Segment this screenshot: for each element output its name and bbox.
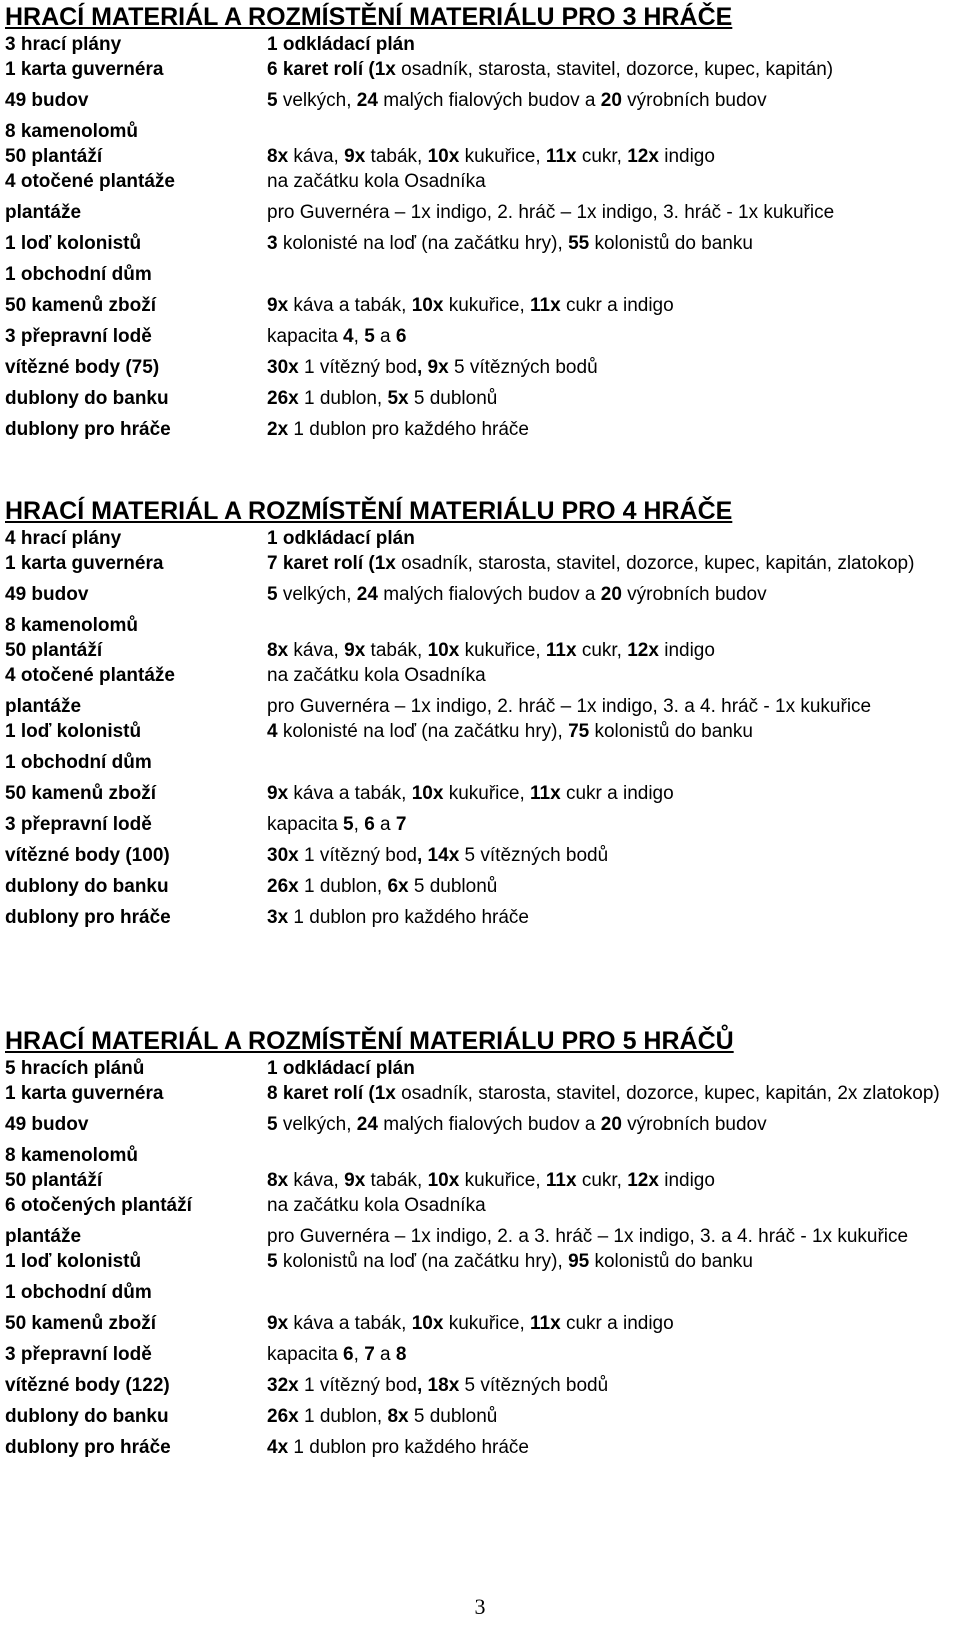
- detail-text: 7: [364, 1344, 375, 1365]
- detail-text: na začátku kola Osadníka: [267, 171, 486, 192]
- detail-text: kukuřice,: [459, 146, 546, 167]
- material-row: [5, 262, 950, 287]
- material-detail: [267, 1168, 950, 1193]
- page-number: 3: [474, 1594, 486, 1619]
- detail-text: kolonisté na loď (na začátku hry),: [277, 233, 569, 254]
- material-detail: [267, 582, 950, 607]
- detail-text: 30x: [267, 357, 299, 378]
- material-item: vítězné body (100): [5, 845, 170, 866]
- detail-text: 1 odkládací plán: [267, 1058, 415, 1079]
- material-item: 1 loď kolonistů: [5, 1251, 142, 1272]
- detail-text: 1 odkládací plán: [267, 528, 415, 549]
- detail-text: 10x: [411, 1313, 444, 1334]
- detail-text: 5: [343, 814, 354, 835]
- detail-text: 9x: [344, 146, 366, 167]
- material-detail: [267, 1249, 950, 1274]
- material-row: [5, 719, 950, 744]
- detail-text: 95: [568, 1251, 590, 1272]
- material-item: 4 otočené plantáže: [5, 171, 175, 192]
- detail-text: kukuřice,: [459, 1170, 546, 1191]
- material-item: 1 obchodní dům: [5, 1282, 152, 1303]
- detail-text: kapacita: [267, 814, 344, 835]
- material-detail: [267, 613, 950, 638]
- section-3-players: [5, 0, 950, 442]
- detail-text: 10x: [411, 295, 444, 316]
- detail-text: ,: [353, 814, 365, 835]
- material-item: 1 obchodní dům: [5, 264, 152, 285]
- material-row: [5, 355, 950, 380]
- detail-text: 1 vítězný bod: [298, 1375, 417, 1396]
- detail-text: 9x: [267, 295, 289, 316]
- detail-text: velkých,: [277, 90, 357, 111]
- detail-text: indigo: [658, 640, 715, 661]
- material-detail: [267, 1056, 950, 1081]
- detail-text: 8x: [267, 640, 289, 661]
- material-row: [5, 1373, 950, 1398]
- material-row: [5, 750, 950, 775]
- detail-text: malých fialových budov a: [377, 90, 601, 111]
- detail-text: tabák,: [365, 640, 428, 661]
- material-row: [5, 1143, 950, 1168]
- material-item: dublony do banku: [5, 876, 169, 897]
- material-row: [5, 582, 950, 607]
- detail-text: cukr a indigo: [560, 295, 674, 316]
- material-row: [5, 1342, 950, 1367]
- material-row: [5, 119, 950, 144]
- material-list: [5, 1056, 950, 1460]
- detail-text: 10x: [427, 146, 460, 167]
- material-row: [5, 1224, 950, 1249]
- detail-text: 5 vítězných bodů: [459, 845, 609, 866]
- material-item: vítězné body (75): [5, 357, 160, 378]
- material-detail: [267, 200, 950, 225]
- detail-text: indigo: [658, 1170, 715, 1191]
- detail-text: , 14x: [417, 845, 460, 866]
- detail-text: , 18x: [417, 1375, 460, 1396]
- material-item: dublony do banku: [5, 1406, 169, 1427]
- material-item: plantáže: [5, 1226, 82, 1247]
- material-row: [5, 1056, 950, 1081]
- detail-text: 12x: [627, 640, 659, 661]
- material-row: [5, 1193, 950, 1218]
- material-row: [5, 843, 950, 868]
- material-row: [5, 1112, 950, 1137]
- material-detail: [267, 874, 950, 899]
- material-item: 1 loď kolonistů: [5, 721, 142, 742]
- material-item: 5 hracích plánů: [5, 1058, 145, 1079]
- material-item: 3 přepravní lodě: [5, 814, 152, 835]
- material-list: [5, 526, 950, 930]
- material-row: [5, 386, 950, 411]
- detail-text: káva a tabák,: [288, 295, 412, 316]
- detail-text: velkých,: [277, 584, 357, 605]
- section-5-players: [5, 1024, 950, 1460]
- material-row: [5, 1311, 950, 1336]
- material-detail: [267, 1193, 950, 1218]
- detail-text: ,: [353, 326, 365, 347]
- detail-text: ,: [353, 1344, 365, 1365]
- material-detail: [267, 1143, 950, 1168]
- detail-text: 6x: [387, 876, 409, 897]
- detail-text: 32x: [267, 1375, 299, 1396]
- material-item: 1 karta guvernéra: [5, 59, 164, 80]
- detail-text: osadník, starosta, stavitel, dozorce, kupec, kapitán): [395, 59, 834, 80]
- material-row: [5, 1280, 950, 1305]
- material-detail: [267, 355, 950, 380]
- detail-text: cukr a indigo: [560, 783, 674, 804]
- detail-text: 4: [343, 326, 354, 347]
- material-detail: [267, 1404, 950, 1429]
- material-item: 50 plantáží: [5, 146, 103, 167]
- section-title: HRACÍ MATERIÁL A ROZMÍSTĚNÍ MATERIÁLU PRO 3 HRÁČE: [5, 3, 733, 31]
- material-row: [5, 526, 950, 551]
- detail-text: tabák,: [365, 1170, 428, 1191]
- detail-text: 8: [395, 1344, 407, 1365]
- material-detail: [267, 32, 950, 57]
- detail-text: kolonistů do banku: [589, 1251, 753, 1272]
- material-detail: [267, 719, 950, 744]
- material-row: [5, 324, 950, 349]
- material-row: [5, 88, 950, 113]
- material-row: [5, 694, 950, 719]
- material-detail: [267, 526, 950, 551]
- detail-text: 8x: [387, 1406, 409, 1427]
- material-item: 3 přepravní lodě: [5, 1344, 152, 1365]
- detail-text: 26x: [267, 1406, 299, 1427]
- detail-text: 7: [395, 814, 407, 835]
- material-item: 50 kamenů zboží: [5, 783, 156, 804]
- material-row: [5, 905, 950, 930]
- material-row: [5, 1081, 950, 1106]
- detail-text: cukr a indigo: [560, 1313, 674, 1334]
- material-detail: [267, 905, 950, 930]
- material-item: 50 plantáží: [5, 1170, 103, 1191]
- material-item: dublony pro hráče: [5, 907, 171, 928]
- material-item: plantáže: [5, 202, 82, 223]
- material-detail: [267, 386, 950, 411]
- material-detail: [267, 88, 950, 113]
- detail-text: 3x: [267, 907, 289, 928]
- material-item: plantáže: [5, 696, 82, 717]
- detail-text: malých fialových budov a: [377, 584, 601, 605]
- material-item: 1 karta guvernéra: [5, 1083, 164, 1104]
- material-item: dublony do banku: [5, 388, 169, 409]
- material-row: [5, 32, 950, 57]
- material-row: [5, 231, 950, 256]
- detail-text: 11x: [530, 783, 561, 804]
- material-row: [5, 417, 950, 442]
- material-item: 50 kamenů zboží: [5, 295, 156, 316]
- detail-text: 20: [600, 90, 622, 111]
- material-row: [5, 613, 950, 638]
- material-row: [5, 1404, 950, 1429]
- material-row: [5, 1168, 950, 1193]
- detail-text: 2x: [267, 419, 289, 440]
- material-item: 50 plantáží: [5, 640, 103, 661]
- detail-text: 11x: [530, 1313, 561, 1334]
- detail-text: a: [374, 814, 396, 835]
- detail-text: 20: [600, 1114, 622, 1135]
- material-detail: [267, 843, 950, 868]
- detail-text: 12x: [627, 1170, 659, 1191]
- detail-text: 11x: [545, 146, 577, 167]
- detail-text: káva,: [288, 146, 345, 167]
- material-detail: [267, 1081, 950, 1106]
- detail-text: 24: [356, 1114, 378, 1135]
- material-row: [5, 638, 950, 663]
- detail-text: 10x: [427, 640, 460, 661]
- material-item: 1 loď kolonistů: [5, 233, 142, 254]
- material-row: [5, 812, 950, 837]
- detail-text: 4x: [267, 1437, 289, 1458]
- material-detail: [267, 551, 950, 576]
- detail-text: káva a tabák,: [288, 783, 412, 804]
- detail-text: 1 dublon pro každého hráče: [288, 1437, 529, 1458]
- detail-text: 26x: [267, 876, 299, 897]
- detail-text: 5: [267, 1251, 278, 1272]
- detail-text: na začátku kola Osadníka: [267, 665, 486, 686]
- material-detail: [267, 812, 950, 837]
- detail-text: 1 dublon,: [298, 388, 388, 409]
- detail-text: 9x: [344, 1170, 366, 1191]
- detail-text: 11x: [545, 640, 577, 661]
- material-item: 1 karta guvernéra: [5, 553, 164, 574]
- detail-text: káva,: [288, 640, 345, 661]
- detail-text: velkých,: [277, 1114, 357, 1135]
- detail-text: , 9x: [417, 357, 449, 378]
- detail-text: 10x: [427, 1170, 460, 1191]
- detail-text: kolonistů do banku: [589, 233, 753, 254]
- detail-text: 5: [267, 584, 278, 605]
- material-item: 50 kamenů zboží: [5, 1313, 156, 1334]
- detail-text: kapacita: [267, 1344, 344, 1365]
- detail-text: 6: [395, 326, 407, 347]
- detail-text: 5 dublonů: [408, 876, 498, 897]
- detail-text: 26x: [267, 388, 299, 409]
- material-row: [5, 781, 950, 806]
- detail-text: 1x: [374, 553, 396, 574]
- material-row: [5, 874, 950, 899]
- detail-text: 1 vítězný bod: [298, 357, 417, 378]
- detail-text: výrobních budov: [621, 90, 767, 111]
- material-detail: [267, 417, 950, 442]
- material-row: [5, 169, 950, 194]
- material-detail: [267, 1373, 950, 1398]
- material-item: dublony pro hráče: [5, 419, 171, 440]
- detail-text: 9x: [344, 640, 366, 661]
- detail-text: a: [374, 326, 396, 347]
- material-detail: [267, 694, 950, 719]
- detail-text: 12x: [627, 146, 659, 167]
- detail-text: cukr,: [576, 1170, 628, 1191]
- detail-text: kolonisté na loď (na začátku hry),: [277, 721, 569, 742]
- detail-text: 5 vítězných bodů: [459, 1375, 609, 1396]
- detail-text: výrobních budov: [621, 1114, 767, 1135]
- detail-text: 10x: [411, 783, 444, 804]
- material-row: [5, 1249, 950, 1274]
- detail-text: 1 vítězný bod: [298, 845, 417, 866]
- section-4-players: [5, 494, 950, 930]
- detail-text: malých fialových budov a: [377, 1114, 601, 1135]
- detail-text: tabák,: [365, 146, 428, 167]
- detail-text: 7 karet rolí (: [267, 553, 375, 574]
- material-detail: [267, 638, 950, 663]
- detail-text: 5: [364, 326, 375, 347]
- detail-text: 24: [356, 584, 378, 605]
- material-item: 49 budov: [5, 584, 89, 605]
- detail-text: 3: [267, 233, 278, 254]
- detail-text: 5x: [387, 388, 409, 409]
- material-item: 49 budov: [5, 1114, 89, 1135]
- section-title: HRACÍ MATERIÁL A ROZMÍSTĚNÍ MATERIÁLU PRO 5 HRÁČŮ: [5, 1027, 734, 1055]
- material-detail: [267, 1224, 950, 1249]
- material-detail: [267, 119, 950, 144]
- detail-text: pro Guvernéra – 1x indigo, 2. hráč – 1x indigo, 3. a 4. hráč - 1x kukuřice: [267, 696, 872, 717]
- material-item: 8 kamenolomů: [5, 121, 139, 142]
- detail-text: 11x: [545, 1170, 577, 1191]
- material-detail: [267, 231, 950, 256]
- detail-text: 5 dublonů: [408, 388, 498, 409]
- material-detail: [267, 144, 950, 169]
- detail-text: 1 dublon,: [298, 876, 388, 897]
- detail-text: 11x: [530, 295, 561, 316]
- detail-text: 6: [364, 814, 375, 835]
- detail-text: kukuřice,: [443, 1313, 531, 1334]
- material-detail: [267, 1311, 950, 1336]
- material-row: [5, 57, 950, 82]
- detail-text: 1 dublon pro každého hráče: [288, 419, 529, 440]
- detail-text: 9x: [267, 783, 289, 804]
- detail-text: kukuřice,: [459, 640, 546, 661]
- material-row: [5, 293, 950, 318]
- detail-text: 6 karet rolí (: [267, 59, 375, 80]
- detail-text: 55: [568, 233, 590, 254]
- detail-text: na začátku kola Osadníka: [267, 1195, 486, 1216]
- detail-text: a: [374, 1344, 396, 1365]
- material-list: [5, 32, 950, 442]
- detail-text: 5 dublonů: [408, 1406, 498, 1427]
- material-item: 1 obchodní dům: [5, 752, 152, 773]
- detail-text: kapacita: [267, 326, 344, 347]
- material-row: [5, 144, 950, 169]
- detail-text: 30x: [267, 845, 299, 866]
- material-item: 8 kamenolomů: [5, 1145, 139, 1166]
- detail-text: 1x: [374, 1083, 396, 1104]
- section-title: HRACÍ MATERIÁL A ROZMÍSTĚNÍ MATERIÁLU PRO 4 HRÁČE: [5, 497, 733, 525]
- detail-text: 5 vítězných bodů: [448, 357, 598, 378]
- detail-text: 6: [343, 1344, 354, 1365]
- material-item: 4 hrací plány: [5, 528, 122, 549]
- material-item: 49 budov: [5, 90, 89, 111]
- material-detail: [267, 293, 950, 318]
- material-detail: [267, 324, 950, 349]
- detail-text: káva a tabák,: [288, 1313, 412, 1334]
- material-detail: [267, 750, 950, 775]
- material-item: dublony pro hráče: [5, 1437, 171, 1458]
- material-item: 8 kamenolomů: [5, 615, 139, 636]
- detail-text: kolonistů na loď (na začátku hry),: [277, 1251, 569, 1272]
- detail-text: 8x: [267, 146, 289, 167]
- material-detail: [267, 262, 950, 287]
- detail-text: 8 karet rolí (: [267, 1083, 375, 1104]
- detail-text: káva,: [288, 1170, 345, 1191]
- material-detail: [267, 663, 950, 688]
- detail-text: 1 dublon pro každého hráče: [288, 907, 529, 928]
- material-row: [5, 551, 950, 576]
- detail-text: 9x: [267, 1313, 289, 1334]
- detail-text: 1x: [374, 59, 396, 80]
- detail-text: cukr,: [576, 146, 628, 167]
- detail-text: 1 odkládací plán: [267, 34, 415, 55]
- material-detail: [267, 1435, 950, 1460]
- detail-text: 8x: [267, 1170, 289, 1191]
- material-item: 3 hrací plány: [5, 34, 122, 55]
- detail-text: cukr,: [576, 640, 628, 661]
- detail-text: 75: [568, 721, 590, 742]
- detail-text: kolonistů do banku: [589, 721, 753, 742]
- detail-text: kukuřice,: [443, 295, 531, 316]
- material-item: 6 otočených plantáží: [5, 1195, 192, 1216]
- material-item: 4 otočené plantáže: [5, 665, 175, 686]
- material-item: 3 přepravní lodě: [5, 326, 152, 347]
- material-row: [5, 663, 950, 688]
- material-detail: [267, 1280, 950, 1305]
- detail-text: 5: [267, 1114, 278, 1135]
- detail-text: 20: [600, 584, 622, 605]
- material-item: vítězné body (122): [5, 1375, 170, 1396]
- detail-text: osadník, starosta, stavitel, dozorce, kupec, kapitán, zlatokop): [395, 553, 915, 574]
- detail-text: 4: [267, 721, 278, 742]
- detail-text: pro Guvernéra – 1x indigo, 2. hráč – 1x indigo, 3. hráč - 1x kukuřice: [267, 202, 835, 223]
- detail-text: 1 dublon,: [298, 1406, 388, 1427]
- detail-text: pro Guvernéra – 1x indigo, 2. a 3. hráč – 1x indigo, 3. a 4. hráč - 1x kukuřice: [267, 1226, 909, 1247]
- detail-text: 24: [356, 90, 378, 111]
- material-detail: [267, 781, 950, 806]
- detail-text: 5: [267, 90, 278, 111]
- material-row: [5, 200, 950, 225]
- detail-text: indigo: [658, 146, 715, 167]
- detail-text: osadník, starosta, stavitel, dozorce, kupec, kapitán, 2x zlatokop): [395, 1083, 940, 1104]
- detail-text: výrobních budov: [621, 584, 767, 605]
- detail-text: kukuřice,: [443, 783, 531, 804]
- material-detail: [267, 1342, 950, 1367]
- material-detail: [267, 169, 950, 194]
- material-detail: [267, 1112, 950, 1137]
- material-detail: [267, 57, 950, 82]
- material-row: [5, 1435, 950, 1460]
